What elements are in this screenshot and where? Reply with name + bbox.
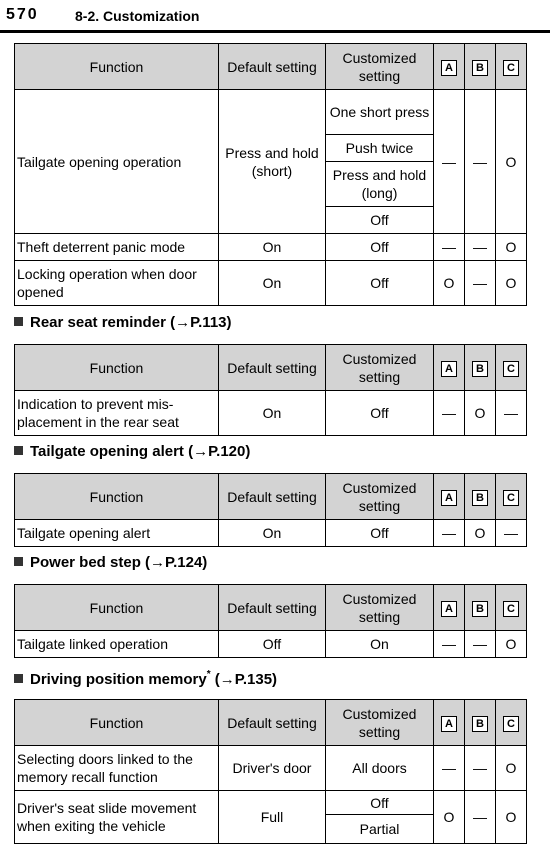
header-customized: Customized setting [326, 44, 434, 90]
letter-c-box: C [503, 716, 519, 732]
c-cell: O [496, 631, 527, 658]
default-cell: On [219, 520, 326, 547]
header-default: Default setting [219, 700, 326, 746]
option-cell: Partial [326, 815, 434, 844]
letter-b-box: B [472, 490, 488, 506]
default-cell: On [219, 391, 326, 436]
header-c [496, 700, 527, 746]
c-cell: O [496, 90, 527, 234]
letter-c-box: C [503, 601, 519, 617]
header-function: Function [15, 44, 219, 90]
customization-table-power-bed-step [14, 584, 527, 658]
header-b [465, 44, 496, 90]
c-cell: — [496, 391, 527, 436]
square-bullet-icon [14, 446, 23, 455]
header-default: Default setting [219, 345, 326, 391]
option-cell: One short press [326, 90, 434, 135]
customization-table-tailgate-opening-alert [14, 473, 527, 547]
letter-b-box: B [472, 60, 488, 76]
c-cell: O [496, 261, 527, 306]
header-customized: Customized setting [326, 585, 434, 631]
a-cell: — [434, 520, 465, 547]
header-default: Default setting [219, 474, 326, 520]
header-default: Default setting [219, 44, 326, 90]
header-a [434, 345, 465, 391]
customization-table-rear-seat-reminder [14, 344, 527, 436]
header-b [465, 345, 496, 391]
c-cell: O [496, 234, 527, 261]
b-cell: — [465, 791, 496, 844]
customization-table-1 [14, 43, 527, 306]
customized-cell: On [326, 631, 434, 658]
customized-cell: Off [326, 391, 434, 436]
header-a [434, 474, 465, 520]
default-cell: On [219, 234, 326, 261]
asterisk-footnote: * [206, 669, 211, 680]
option-cell: Off [326, 791, 434, 815]
function-cell: Selecting doors linked to the memory recall function [15, 746, 219, 791]
letter-b-box: B [472, 716, 488, 732]
header-customized: Customized setting [326, 345, 434, 391]
header-function: Function [15, 345, 219, 391]
function-cell: Locking operation when door opened [15, 261, 219, 306]
customized-cell: Off [326, 520, 434, 547]
letter-b-box: B [472, 361, 488, 377]
header-a [434, 44, 465, 90]
letter-a-box: A [441, 490, 457, 506]
option-cell: Off [326, 207, 434, 234]
header-customized: Customized setting [326, 700, 434, 746]
section-title-driving-position-memory: Driving position memory* (→P.135) [14, 669, 277, 688]
default-cell: Press and hold (short) [219, 90, 326, 234]
letter-c-box: C [503, 60, 519, 76]
letter-c-box: C [503, 361, 519, 377]
letter-c-box: C [503, 490, 519, 506]
page-header [0, 0, 550, 34]
square-bullet-icon [14, 674, 23, 683]
letter-a-box: A [441, 361, 457, 377]
header-a [434, 700, 465, 746]
b-cell: — [465, 631, 496, 658]
page-number: 570 [6, 6, 39, 23]
header-rule [0, 30, 550, 33]
default-cell: Driver's door [219, 746, 326, 791]
header-function: Function [15, 585, 219, 631]
section-title-rear-seat-reminder: Rear seat reminder (→P.113) [14, 314, 232, 331]
letter-a-box: A [441, 60, 457, 76]
b-cell: O [465, 520, 496, 547]
function-cell: Indication to prevent mis-placement in the rear seat [15, 391, 219, 436]
a-cell: — [434, 631, 465, 658]
customization-table-driving-position-memory [14, 699, 527, 844]
header-b [465, 474, 496, 520]
section-title-tailgate-opening-alert: Tailgate opening alert (→P.120) [14, 443, 250, 460]
b-cell: — [465, 746, 496, 791]
letter-b-box: B [472, 601, 488, 617]
c-cell: O [496, 746, 527, 791]
function-cell: Driver's seat slide movement when exiting the vehicle [15, 791, 219, 844]
function-cell: Tailgate opening alert [15, 520, 219, 547]
square-bullet-icon [14, 557, 23, 566]
letter-a-box: A [441, 601, 457, 617]
b-cell: O [465, 391, 496, 436]
a-cell: O [434, 261, 465, 306]
section-title-power-bed-step: Power bed step (→P.124) [14, 554, 207, 571]
chapter-title: 8-2. Customization [75, 8, 200, 24]
a-cell: — [434, 391, 465, 436]
square-bullet-icon [14, 317, 23, 326]
header-function: Function [15, 700, 219, 746]
customized-cell: All doors [326, 746, 434, 791]
header-default: Default setting [219, 585, 326, 631]
b-cell: — [465, 261, 496, 306]
function-cell: Tailgate opening operation [15, 90, 219, 234]
letter-a-box: A [441, 716, 457, 732]
header-function: Function [15, 474, 219, 520]
header-a [434, 585, 465, 631]
header-c [496, 474, 527, 520]
c-cell: — [496, 520, 527, 547]
customized-cell: Off [326, 234, 434, 261]
header-b [465, 700, 496, 746]
function-cell: Theft deterrent panic mode [15, 234, 219, 261]
c-cell: O [496, 791, 527, 844]
header-c [496, 44, 527, 90]
b-cell: — [465, 234, 496, 261]
default-cell: Off [219, 631, 326, 658]
a-cell: — [434, 746, 465, 791]
b-cell: — [465, 90, 496, 234]
customized-cell: Off [326, 261, 434, 306]
header-customized: Customized setting [326, 474, 434, 520]
default-cell: Full [219, 791, 326, 844]
option-cell: Push twice [326, 135, 434, 162]
function-cell: Tailgate linked operation [15, 631, 219, 658]
default-cell: On [219, 261, 326, 306]
a-cell: — [434, 234, 465, 261]
header-c [496, 345, 527, 391]
header-b [465, 585, 496, 631]
a-cell: O [434, 791, 465, 844]
a-cell: — [434, 90, 465, 234]
header-c [496, 585, 527, 631]
option-cell: Press and hold (long) [326, 162, 434, 207]
